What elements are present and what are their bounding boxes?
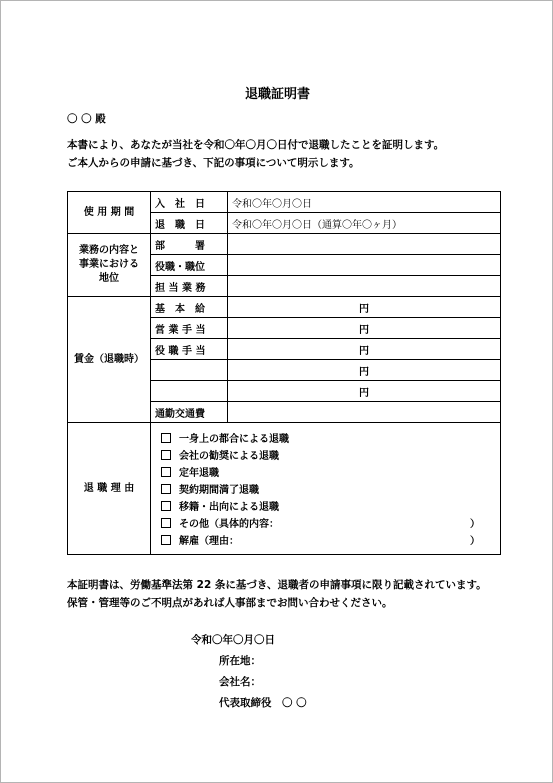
footer-line-2: 保管・管理等のご不明点があれば人事部までお問い合わせください。	[67, 597, 393, 609]
signature-date: 令和〇年〇月〇日	[191, 634, 275, 646]
signature-representative: 代表取締役 〇 〇	[219, 697, 307, 709]
reason-label: 一身上の都合による退職	[179, 434, 289, 445]
checkbox-icon[interactable]	[161, 433, 171, 443]
document-title: 退職証明書	[244, 87, 310, 102]
addressee: 〇 〇 殿	[67, 113, 106, 125]
reason-label: その他（具体的内容：	[179, 519, 279, 530]
signature-address: 所在地：	[219, 655, 261, 667]
table-row	[68, 234, 501, 255]
department-value	[228, 234, 501, 255]
reason-label: 会社の勧奨による退職	[179, 451, 279, 462]
checkbox-icon[interactable]	[161, 484, 171, 494]
sales-allowance-label: 営 業 手 当	[151, 318, 228, 339]
duties-label: 担 当 業 務	[151, 276, 228, 297]
intro-line-2: ご本人からの申請に基づき、下記の事項について明示します。	[67, 157, 360, 169]
blank-wage-yen: 円	[228, 381, 501, 402]
reason-item	[161, 531, 500, 548]
blank-wage-label	[151, 381, 228, 402]
close-paren: ）	[470, 519, 480, 530]
reason-label: 解雇（理由：	[179, 536, 239, 547]
checkbox-icon[interactable]	[161, 535, 171, 545]
position-allowance-yen: 円	[228, 339, 501, 360]
sales-allowance-yen: 円	[228, 318, 501, 339]
reason-item	[161, 429, 500, 446]
table-row	[68, 423, 501, 555]
base-salary-label: 基 本 給	[151, 297, 228, 318]
reason-item	[161, 497, 500, 514]
join-date-label: 入 社 日	[151, 192, 228, 213]
position-allowance-label: 役 職 手 当	[151, 339, 228, 360]
blank-wage-label	[151, 360, 228, 381]
period-category: 使 用 期 間	[68, 192, 151, 234]
leave-date-value: 令和〇年〇月〇日（通算〇年〇ヶ月）	[228, 213, 501, 234]
reason-label: 定年退職	[179, 468, 219, 479]
checkbox-icon[interactable]	[161, 450, 171, 460]
department-label: 部 署	[151, 234, 228, 255]
leave-date-label: 退 職 日	[151, 213, 228, 234]
checkbox-icon[interactable]	[161, 518, 171, 528]
commute-value	[228, 402, 501, 423]
footer-line-1: 本証明書は、労働基準法第 22 条に基づき、退職者の申請事項に限り記載されています。	[67, 579, 487, 591]
reason-item	[161, 463, 500, 480]
checkbox-icon[interactable]	[161, 467, 171, 477]
base-salary-yen: 円	[228, 297, 501, 318]
close-paren: ）	[470, 536, 480, 547]
checkbox-icon[interactable]	[161, 501, 171, 511]
reason-item	[161, 514, 500, 531]
reason-item	[161, 480, 500, 497]
position-label: 役職・職位	[151, 255, 228, 276]
reasons-list	[151, 423, 501, 555]
reason-label: 契約期間満了退職	[179, 485, 259, 496]
wages-category: 賃金（退職時）	[68, 297, 151, 423]
reasons-category: 退 職 理 由	[68, 423, 151, 555]
blank-wage-yen: 円	[228, 360, 501, 381]
reason-item	[161, 446, 500, 463]
commute-label: 通勤交通費	[151, 402, 228, 423]
position-value	[228, 255, 501, 276]
intro-line-1: 本書により、あなたが当社を令和〇年〇月〇日付で退職したことを証明します。	[67, 139, 445, 151]
table-row	[68, 192, 501, 213]
certificate-table	[67, 191, 501, 555]
table-row	[68, 297, 501, 318]
duties-value	[228, 276, 501, 297]
join-date-value: 令和〇年〇月〇日	[228, 192, 501, 213]
duties-category: 業務の内容と事業における地位	[68, 234, 151, 297]
reason-label: 移籍・出向による退職	[179, 502, 279, 513]
signature-company: 会社名：	[219, 676, 261, 688]
